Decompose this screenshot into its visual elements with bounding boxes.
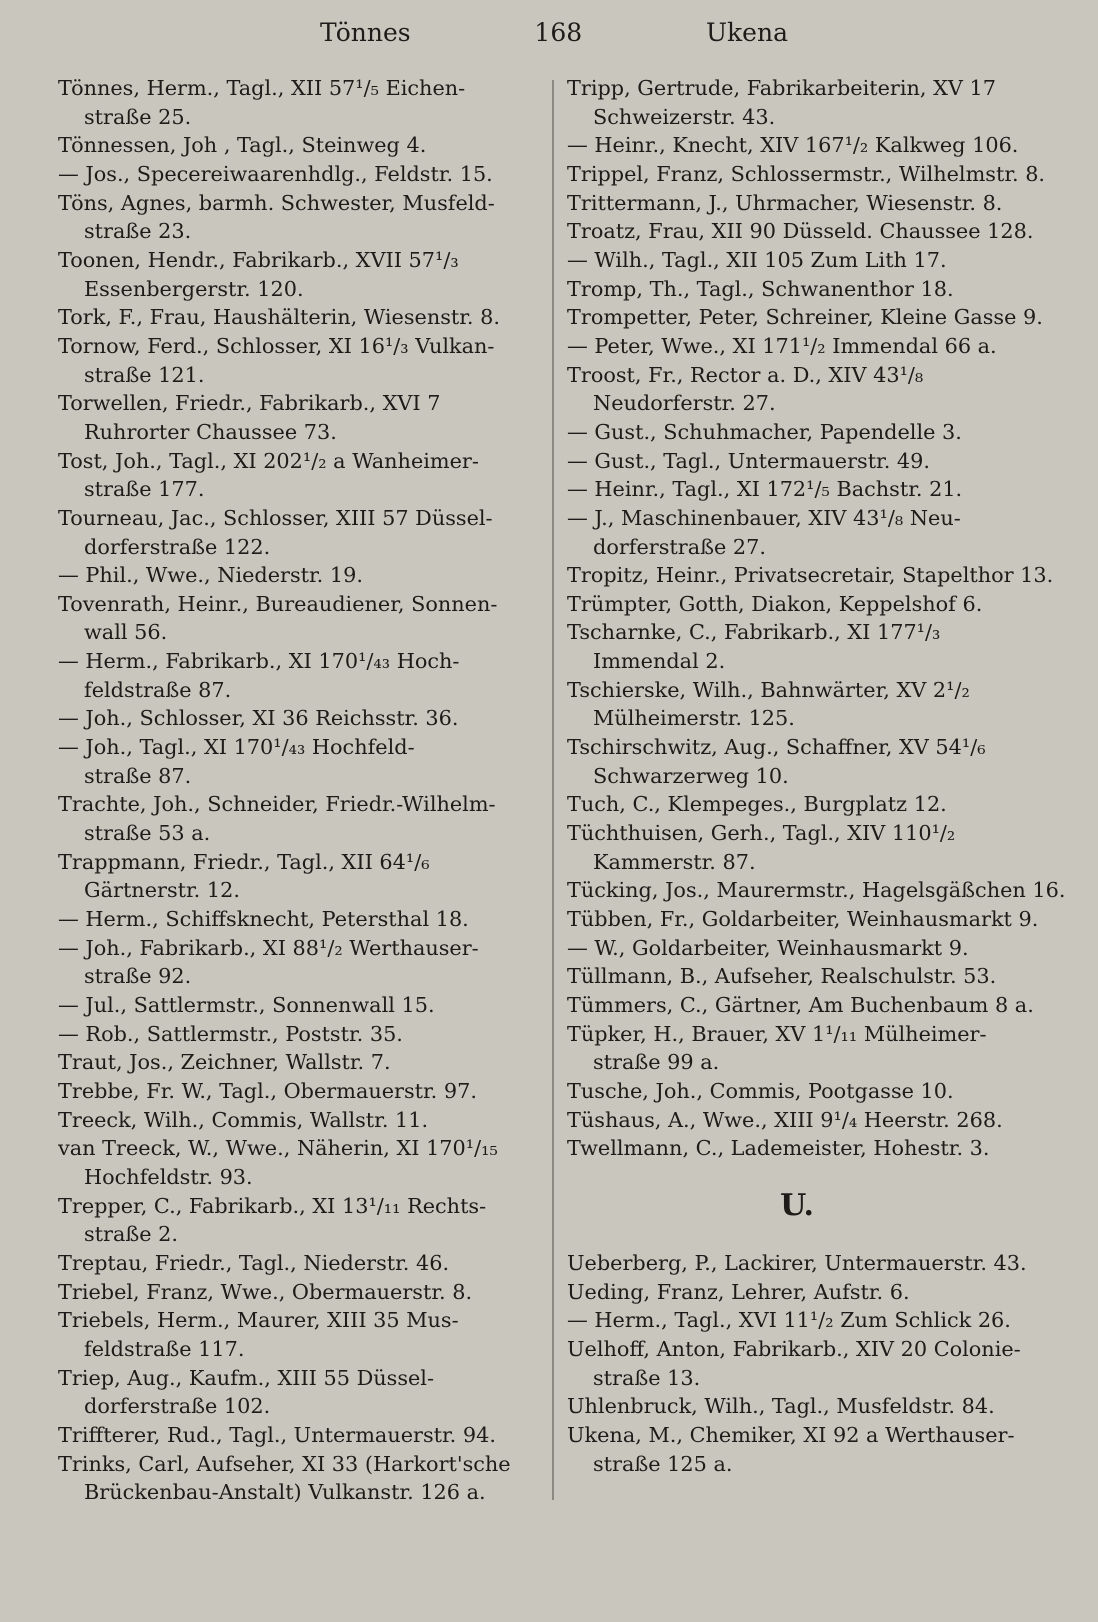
entry-line: Tüpker, H., Brauer, XV 1¹/₁₁ Mülheimer- xyxy=(567,1021,987,1046)
entry-line: Trompetter, Peter, Schreiner, Kleine Gasse 9. xyxy=(567,305,1043,330)
directory-entry xyxy=(58,647,538,704)
entry-continuation: straße 53 a. xyxy=(84,821,211,846)
entry-line: — Herm., Fabrikarb., XI 170¹/₄₃ Hoch- xyxy=(58,649,460,674)
directory-entry xyxy=(567,1421,1067,1478)
entry-continuation: straße 92. xyxy=(84,964,192,989)
directory-entry xyxy=(567,1249,1067,1278)
directory-entry xyxy=(58,790,538,847)
directory-entry xyxy=(567,1335,1067,1392)
entry-line: Töns, Agnes, barmh. Schwester, Musfeld- xyxy=(58,190,495,215)
entry-continuation: Essenbergerstr. 120. xyxy=(84,276,304,301)
entry-line: — Phil., Wwe., Niederstr. 19. xyxy=(58,563,363,588)
directory-entry xyxy=(567,962,1067,991)
entry-continuation: Schweizerstr. 43. xyxy=(593,104,776,129)
directory-entry xyxy=(58,1278,538,1307)
right-column-entries xyxy=(567,74,1067,1163)
directory-entry xyxy=(567,332,1067,361)
entry-line: Triebels, Herm., Maurer, XIII 35 Mus- xyxy=(58,1308,459,1333)
entry-line: Trachte, Joh., Schneider, Friedr.-Wilhelm- xyxy=(58,792,496,817)
entry-line: Troost, Fr., Rector a. D., XIV 43¹/₈ xyxy=(567,362,924,387)
page-header xyxy=(58,12,1058,52)
section-u-entries xyxy=(567,1249,1067,1478)
section-heading-u: U. xyxy=(780,1187,814,1223)
entry-line: Tönnessen, Joh , Tagl., Steinweg 4. xyxy=(58,133,427,158)
directory-entry xyxy=(567,246,1067,275)
entry-continuation: straße 99 a. xyxy=(593,1050,720,1075)
directory-entry xyxy=(567,1077,1067,1106)
directory-entry xyxy=(58,590,538,647)
entry-line: Tscharnke, C., Fabrikarb., XI 177¹/₃ xyxy=(567,620,941,645)
entry-continuation: Ruhrorter Chaussee 73. xyxy=(84,419,337,444)
entry-line: Trittermann, J., Uhrmacher, Wiesenstr. 8. xyxy=(567,190,1003,215)
directory-entry xyxy=(58,1364,538,1421)
entry-line: Ueding, Franz, Lehrer, Aufstr. 6. xyxy=(567,1279,910,1304)
entry-line: — Heinr., Knecht, XIV 167¹/₂ Kalkweg 106. xyxy=(567,133,1019,158)
directory-entry xyxy=(567,418,1067,447)
entry-continuation: dorferstraße 27. xyxy=(593,534,766,559)
entry-line: Tüchthuisen, Gerh., Tagl., XIV 110¹/₂ xyxy=(567,821,956,846)
directory-entry xyxy=(567,189,1067,218)
directory-entry xyxy=(58,561,538,590)
entry-continuation: feldstraße 117. xyxy=(84,1336,245,1361)
entry-line: — W., Goldarbeiter, Weinhausmarkt 9. xyxy=(567,935,969,960)
directory-entry xyxy=(58,160,538,189)
entry-line: Triebel, Franz, Wwe., Obermauerstr. 8. xyxy=(58,1279,473,1304)
entry-line: Traut, Jos., Zeichner, Wallstr. 7. xyxy=(58,1050,391,1075)
entry-line: — Joh., Schlosser, XI 36 Reichsstr. 36. xyxy=(58,706,459,731)
entry-line: Tornow, Ferd., Schlosser, XI 16¹/₃ Vulkan- xyxy=(58,333,495,358)
directory-entry xyxy=(58,447,538,504)
entry-line: Uelhoff, Anton, Fabrikarb., XIV 20 Colonie- xyxy=(567,1336,1021,1361)
entry-line: Tönnes, Herm., Tagl., XII 57¹/₅ Eichen- xyxy=(58,76,466,100)
entry-line: Ueberberg, P., Lackirer, Untermauerstr. 43. xyxy=(567,1250,1027,1275)
directory-entry xyxy=(58,1450,538,1507)
directory-entry xyxy=(58,733,538,790)
directory-entry xyxy=(567,1134,1067,1163)
entry-line: Triep, Aug., Kaufm., XIII 55 Düssel- xyxy=(58,1365,434,1390)
entry-line: — Heinr., Tagl., XI 172¹/₅ Bachstr. 21. xyxy=(567,477,963,502)
entry-line: Trümpter, Gotth, Diakon, Keppelshof 6. xyxy=(567,591,983,616)
entry-line: van Treeck, W., Wwe., Näherin, XI 170¹/₁₅ xyxy=(58,1136,498,1161)
entry-continuation: dorferstraße 102. xyxy=(84,1394,271,1419)
directory-entry xyxy=(58,1048,538,1077)
directory-entry xyxy=(58,934,538,991)
directory-entry xyxy=(567,733,1067,790)
right-column xyxy=(567,74,1067,1478)
directory-entry xyxy=(58,1106,538,1135)
directory-entry xyxy=(58,332,538,389)
directory-entry xyxy=(58,905,538,934)
directory-entry xyxy=(567,1306,1067,1335)
entry-line: — Jos., Specereiwaarenhdlg., Feldstr. 15. xyxy=(58,161,493,186)
entry-line: Tümmers, C., Gärtner, Am Buchenbaum 8 a. xyxy=(567,993,1034,1017)
entry-line: — Jul., Sattlermstr., Sonnenwall 15. xyxy=(58,993,435,1017)
entry-line: Tovenrath, Heinr., Bureaudiener, Sonnen- xyxy=(58,591,498,616)
directory-entry xyxy=(58,1306,538,1363)
entry-line: Tourneau, Jac., Schlosser, XIII 57 Düssel- xyxy=(58,505,493,530)
entry-line: Trebbe, Fr. W., Tagl., Obermauerstr. 97. xyxy=(58,1078,477,1103)
entry-line: — Herm., Tagl., XVI 11¹/₂ Zum Schlick 26. xyxy=(567,1308,1011,1333)
entry-line: Tschierske, Wilh., Bahnwärter, XV 2¹/₂ xyxy=(567,677,970,702)
directory-entry xyxy=(58,131,538,160)
entry-continuation: feldstraße 87. xyxy=(84,677,232,702)
directory-entry xyxy=(567,1020,1067,1077)
directory-entry xyxy=(567,876,1067,905)
entry-line: Tuch, C., Klempeges., Burgplatz 12. xyxy=(567,792,947,817)
directory-entry xyxy=(567,676,1067,733)
directory-entry xyxy=(58,991,538,1020)
entry-line: Tromp, Th., Tagl., Schwanenthor 18. xyxy=(567,276,954,301)
directory-entry xyxy=(58,1249,538,1278)
entry-continuation: Kammerstr. 87. xyxy=(593,849,756,874)
entry-line: Toonen, Hendr., Fabrikarb., XVII 57¹/₃ xyxy=(58,247,459,272)
entry-line: — Gust., Tagl., Untermauerstr. 49. xyxy=(567,448,931,473)
entry-line: — Wilh., Tagl., XII 105 Zum Lith 17. xyxy=(567,247,947,272)
directory-entry xyxy=(58,303,538,332)
directory-entry xyxy=(567,991,1067,1020)
entry-line: Uhlenbruck, Wilh., Tagl., Musfeldstr. 84. xyxy=(567,1394,995,1419)
entry-continuation: straße 177. xyxy=(84,477,205,502)
entry-continuation: wall 56. xyxy=(84,620,168,645)
directory-entry xyxy=(58,848,538,905)
page-number: 168 xyxy=(534,17,583,47)
entry-continuation: Brückenbau-Anstalt) Vulkanstr. 126 a. xyxy=(84,1480,486,1505)
entry-line: — Joh., Tagl., XI 170¹/₄₃ Hochfeld- xyxy=(58,735,415,760)
directory-entry xyxy=(58,1020,538,1049)
entry-line: Tschirschwitz, Aug., Schaffner, XV 54¹/₆ xyxy=(567,735,986,760)
entry-line: — Joh., Fabrikarb., XI 88¹/₂ Werthauser- xyxy=(58,935,479,960)
entry-continuation: straße 87. xyxy=(84,763,192,788)
entry-line: Trinks, Carl, Aufseher, XI 33 (Harkort'sche xyxy=(58,1451,511,1476)
entry-continuation: straße 25. xyxy=(84,104,192,129)
left-column xyxy=(58,74,538,1507)
entry-continuation: straße 2. xyxy=(84,1222,179,1247)
directory-entry xyxy=(567,819,1067,876)
directory-entry xyxy=(567,1392,1067,1421)
entry-line: Treptau, Friedr., Tagl., Niederstr. 46. xyxy=(58,1250,450,1275)
directory-entry xyxy=(567,74,1067,131)
entry-continuation: Immendal 2. xyxy=(593,649,726,674)
entry-line: Tüllmann, B., Aufseher, Realschulstr. 53. xyxy=(567,964,997,989)
entry-line: Trepper, C., Fabrikarb., XI 13¹/₁₁ Rechts- xyxy=(58,1193,487,1218)
entry-line: Trappmann, Friedr., Tagl., XII 64¹/₆ xyxy=(58,849,430,874)
directory-entry xyxy=(58,704,538,733)
directory-entry xyxy=(567,160,1067,189)
directory-entry xyxy=(58,1077,538,1106)
entry-line: — Peter, Wwe., XI 171¹/₂ Immendal 66 a. xyxy=(567,333,997,358)
directory-entry xyxy=(567,590,1067,619)
directory-entry xyxy=(58,1192,538,1249)
directory-entry xyxy=(58,74,538,131)
directory-entry xyxy=(58,1421,538,1450)
directory-entry xyxy=(567,934,1067,963)
entry-line: Trippel, Franz, Schlossermstr., Wilhelmstr. 8. xyxy=(567,161,1046,186)
directory-entry xyxy=(567,303,1067,332)
entry-line: Tusche, Joh., Commis, Pootgasse 10. xyxy=(567,1078,954,1103)
directory-entry xyxy=(567,447,1067,476)
directory-entry xyxy=(58,246,538,303)
entry-line: Tüshaus, A., Wwe., XIII 9¹/₄ Heerstr. 268. xyxy=(567,1107,1003,1132)
entry-line: Tropitz, Heinr., Privatsecretair, Stapelthor 13. xyxy=(567,563,1054,588)
entry-continuation: straße 121. xyxy=(84,362,205,387)
entry-line: Tripp, Gertrude, Fabrikarbeiterin, XV 17 xyxy=(567,76,997,100)
entry-line: Tübben, Fr., Goldarbeiter, Weinhausmarkt 9. xyxy=(567,907,1039,932)
entry-line: Troatz, Frau, XII 90 Düsseld. Chaussee 128. xyxy=(567,219,1034,244)
entry-line: — J., Maschinenbauer, XIV 43¹/₈ Neu- xyxy=(567,505,961,530)
directory-entry xyxy=(58,504,538,561)
directory-entry xyxy=(567,131,1067,160)
entry-continuation: Gärtnerstr. 12. xyxy=(84,878,240,903)
directory-entry xyxy=(58,189,538,246)
directory-entry xyxy=(567,790,1067,819)
entry-line: Ukena, M., Chemiker, XI 92 a Werthauser- xyxy=(567,1422,1015,1447)
column-divider xyxy=(552,80,554,1500)
entry-line: Triffterer, Rud., Tagl., Untermauerstr. 94. xyxy=(58,1422,496,1447)
directory-entry xyxy=(567,475,1067,504)
entry-continuation: straße 125 a. xyxy=(593,1451,733,1476)
entry-continuation: Hochfeldstr. 93. xyxy=(84,1164,253,1189)
directory-entry xyxy=(567,1278,1067,1307)
directory-entry xyxy=(58,1134,538,1191)
directory-entry xyxy=(567,361,1067,418)
entry-line: Tost, Joh., Tagl., XI 202¹/₂ a Wanheimer- xyxy=(58,448,479,473)
directory-entry xyxy=(567,217,1067,246)
entry-continuation: Schwarzerweg 10. xyxy=(593,763,789,788)
entry-continuation: straße 23. xyxy=(84,219,192,244)
directory-entry xyxy=(567,561,1067,590)
entry-continuation: dorferstraße 122. xyxy=(84,534,271,559)
entry-line: — Gust., Schuhmacher, Papendelle 3. xyxy=(567,419,962,444)
entry-line: Tork, F., Frau, Haushälterin, Wiesenstr. 8. xyxy=(58,305,500,330)
directory-entry xyxy=(567,504,1067,561)
entry-line: Torwellen, Friedr., Fabrikarb., XVI 7 xyxy=(58,391,441,416)
directory-entry xyxy=(567,618,1067,675)
entry-line: — Rob., Sattlermstr., Poststr. 35. xyxy=(58,1021,403,1046)
header-last-name: Ukena xyxy=(705,17,788,47)
directory-entry xyxy=(567,905,1067,934)
directory-entry xyxy=(567,1106,1067,1135)
entry-line: Twellmann, C., Lademeister, Hohestr. 3. xyxy=(567,1136,990,1161)
entry-continuation: Mülheimerstr. 125. xyxy=(593,706,795,731)
entry-continuation: straße 13. xyxy=(593,1365,701,1390)
entry-line: — Herm., Schiffsknecht, Petersthal 18. xyxy=(58,907,469,932)
entry-line: Tücking, Jos., Maurermstr., Hagelsgäßchen 16. xyxy=(567,878,1066,903)
directory-entry xyxy=(567,275,1067,304)
entry-continuation: Neudorferstr. 27. xyxy=(593,391,776,416)
header-first-name: Tönnes xyxy=(320,17,411,47)
entry-line: Treeck, Wilh., Commis, Wallstr. 11. xyxy=(58,1107,429,1132)
directory-entry xyxy=(58,389,538,446)
